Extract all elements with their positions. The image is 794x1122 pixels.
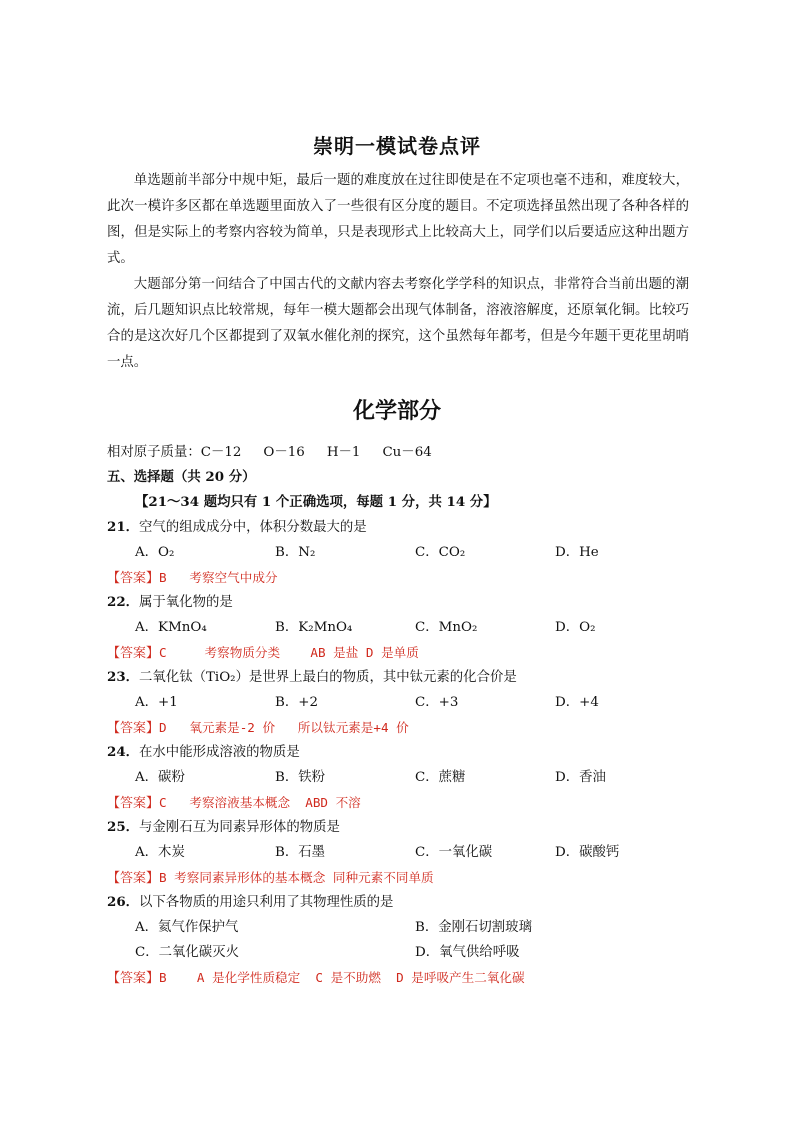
document-title: 崇明一模试卷点评 xyxy=(313,134,481,158)
answer-tag: 【答案】 xyxy=(107,796,160,811)
atomic-mass-o: O－16 xyxy=(263,445,305,460)
option-c: C．CO₂ xyxy=(415,545,466,560)
answer-text: C 考察溶液基本概念 ABD 不溶 xyxy=(159,795,361,810)
option-b: B．铁粉 xyxy=(275,770,326,785)
option-c: C．一氧化碳 xyxy=(415,845,493,860)
question-stem: 与金刚石互为同素异形体的物质是 xyxy=(139,820,340,835)
option-d: D．O₂ xyxy=(555,620,596,635)
question-26-options-row-1 xyxy=(107,915,697,940)
question-26-options-row-2 xyxy=(107,940,697,965)
answer-text: B A 是化学性质稳定 C 是不助燃 D 是呼吸产生二氧化碳 xyxy=(159,970,525,985)
option-d: D．+4 xyxy=(555,695,599,710)
question-24-answer xyxy=(107,790,697,815)
answer-text: D 氧元素是-2 价 所以钛元素是+4 价 xyxy=(159,720,409,735)
atomic-mass-cu: Cu－64 xyxy=(382,445,432,460)
atomic-mass-h: H－1 xyxy=(326,445,361,460)
question-25-answer xyxy=(107,865,697,890)
section-title: 化学部分 xyxy=(352,399,441,424)
question-number: 22． xyxy=(107,594,140,610)
question-stem: 二氧化钛（TiO₂）是世界上最白的物质，其中钛元素的化合价是 xyxy=(139,670,517,685)
question-number: 21． xyxy=(107,519,140,535)
exam-content xyxy=(107,440,697,990)
option-d: D．氧气供给呼吸 xyxy=(415,945,520,960)
question-26-answer xyxy=(107,965,697,990)
atomic-mass-label: 相对原子质量： xyxy=(107,445,201,460)
question-24 xyxy=(107,740,697,765)
option-d: D．香油 xyxy=(555,770,606,785)
question-number: 25． xyxy=(107,819,140,835)
question-21-options xyxy=(107,540,697,565)
question-21 xyxy=(107,515,697,540)
option-a: A．KMnO₄ xyxy=(135,620,207,635)
option-c: C．蔗糖 xyxy=(415,770,466,785)
answer-text: B 考察同素异形体的基本概念 同种元素不同单质 xyxy=(159,870,434,885)
answer-tag: 【答案】 xyxy=(107,646,160,661)
section-instruction: 【21～34 题均只有 1 个正确选项，每题 1 分，共 14 分】 xyxy=(135,494,497,510)
question-22-answer xyxy=(107,640,697,665)
question-23-answer xyxy=(107,715,697,740)
option-d: D．碳酸钙 xyxy=(555,845,620,860)
answer-tag: 【答案】 xyxy=(107,571,160,586)
answer-text: B 考察空气中成分 xyxy=(159,570,278,585)
question-stem: 空气的组成成分中，体积分数最大的是 xyxy=(139,520,367,535)
option-a: A．O₂ xyxy=(135,545,175,560)
question-24-options xyxy=(107,765,697,790)
answer-tag: 【答案】 xyxy=(107,971,160,986)
question-number: 24． xyxy=(107,744,140,760)
question-number: 26． xyxy=(107,894,140,910)
option-b: B．+2 xyxy=(275,695,318,710)
atomic-mass-c: C－12 xyxy=(200,445,242,460)
option-b: B．N₂ xyxy=(275,545,316,560)
question-26 xyxy=(107,890,697,915)
option-a: A．碳粉 xyxy=(135,770,185,785)
question-stem: 在水中能形成溶液的物质是 xyxy=(139,745,300,760)
section-heading: 五、选择题（共 20 分） xyxy=(107,469,256,485)
option-c: C．+3 xyxy=(415,695,459,710)
option-b: B．金刚石切割玻璃 xyxy=(415,920,532,935)
option-b: B．石墨 xyxy=(275,845,326,860)
question-21-answer xyxy=(107,565,697,590)
question-25-options xyxy=(107,840,697,865)
commentary xyxy=(107,168,689,376)
commentary-paragraph-2: 大题部分第一问结合了中国古代的文献内容去考察化学学科的知识点，非常符合当前出题的潮流，后几题知识点比较常规，每年一模大题都会出现气体制备，溶液溶解度，还原氧化铜。比较巧合的是这次好几个区都提到了双氧水催化剂的探究，这个虽然每年都考，但是今年题干更花里胡哨一点。 xyxy=(107,277,689,370)
question-22-options xyxy=(107,615,697,640)
option-a: A．氦气作保护气 xyxy=(135,920,239,935)
answer-tag: 【答案】 xyxy=(107,871,160,886)
atomic-mass-line xyxy=(107,440,697,465)
answer-text: C 考察物质分类 AB 是盐 D 是单质 xyxy=(159,645,419,660)
option-a: A．木炭 xyxy=(135,845,185,860)
question-23-options xyxy=(107,690,697,715)
option-a: A．+1 xyxy=(135,695,178,710)
question-stem: 以下各物质的用途只利用了其物理性质的是 xyxy=(139,895,394,910)
option-d: D．He xyxy=(555,545,599,560)
answer-tag: 【答案】 xyxy=(107,721,160,736)
question-23 xyxy=(107,665,697,690)
question-number: 23． xyxy=(107,669,140,685)
question-stem: 属于氧化物的是 xyxy=(139,595,233,610)
option-b: B．K₂MnO₄ xyxy=(275,620,353,635)
commentary-paragraph-1: 单选题前半部分中规中矩，最后一题的难度放在过往即使是在不定项也毫不违和，难度较大，此次一模许多区都在单选题里面放入了一些很有区分度的题目。不定项选择虽然出现了各种各样的图，但是实际上的考察内容较为简单，只是表现形式上比较高大上，同学们以后要适应这种出题方式。 xyxy=(107,173,689,266)
question-25 xyxy=(107,815,697,840)
option-c: C．二氧化碳灭火 xyxy=(135,945,239,960)
option-c: C．MnO₂ xyxy=(415,620,478,635)
question-22 xyxy=(107,590,697,615)
